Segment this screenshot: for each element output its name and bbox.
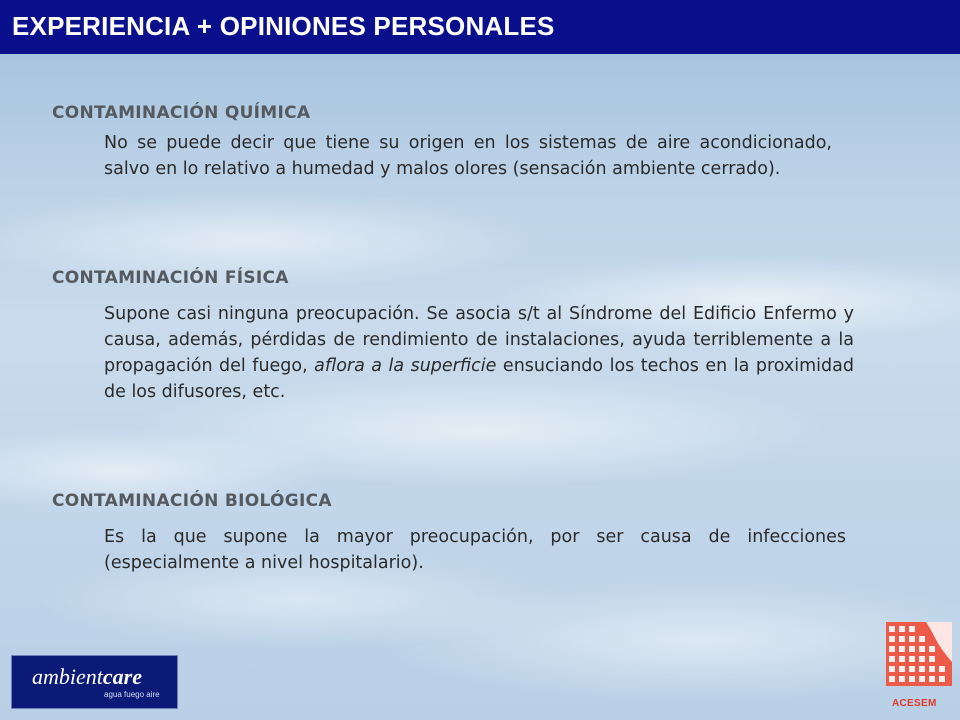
body-text-italic: aflora a la superficie (314, 356, 497, 376)
logo-word-regular: ambient (32, 664, 103, 689)
header-bar (0, 0, 960, 54)
section-body-chemical: No se puede decir que tiene su origen en los sistemas de aire acondicionado, salvo en lo relativo a humedad y malos olores (sensación ambiente cerrado). (104, 133, 832, 179)
ambientcare-logo-wordmark (32, 664, 142, 690)
section-heading-chemical: CONTAMINACIÓN QUÍMICA (52, 103, 311, 123)
section-body-physical (104, 301, 854, 405)
logo-word-bold: care (102, 664, 142, 689)
body-text-part: Supone casi ninguna preocupación. Se asocia s/t al Síndrome del Edificio Enfermo y causa, además, pérdidas de rendimiento de instalaciones, ayuda terriblemente a la propagación del fuego, (104, 304, 854, 376)
acesem-logo-icon (886, 622, 952, 686)
section-body-biological: Es la que supone la mayor preocupación, por ser causa de infecciones (especialmente a nivel hospitalario). (104, 527, 846, 573)
section-heading-physical: CONTAMINACIÓN FÍSICA (52, 268, 289, 288)
ambientcare-logo-tagline: agua fuego aire (104, 690, 160, 699)
body-text-part: ensuciando los techos en la proximidad de los difusores, etc. (104, 356, 854, 402)
acesem-logo-label: ACESEM (892, 698, 937, 709)
ambientcare-logo (11, 655, 178, 709)
page-title: EXPERIENCIA + OPINIONES PERSONALES (12, 11, 555, 41)
section-heading-biological: CONTAMINACIÓN BIOLÓGICA (52, 491, 332, 511)
